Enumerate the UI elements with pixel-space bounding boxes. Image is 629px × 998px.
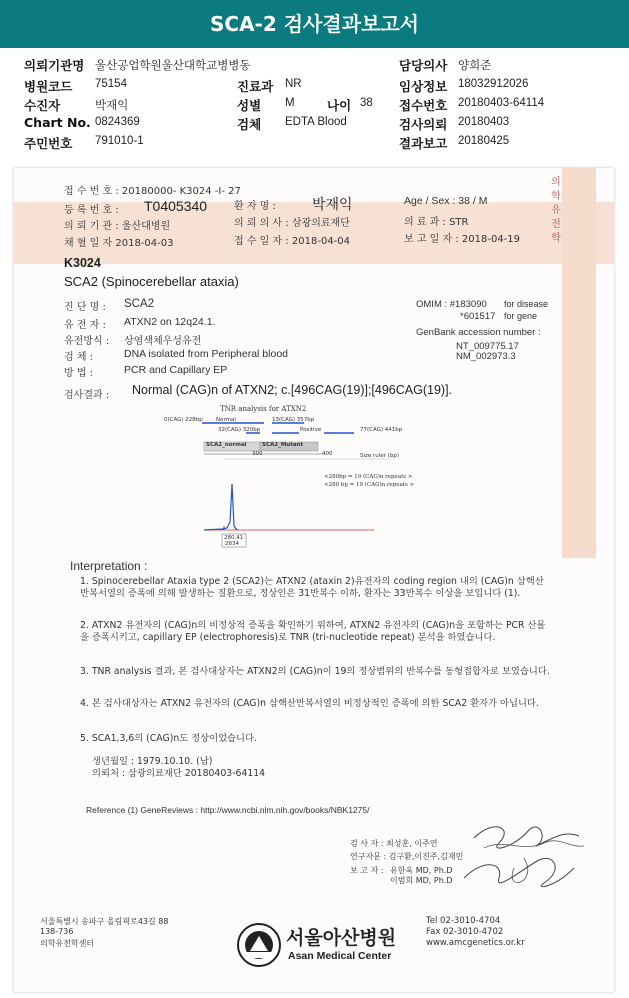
tel: Tel 02-3010-4704 [426,916,501,926]
reporter-1: 유한욱 MD, Ph.D [390,866,453,875]
dept-value: NR [285,78,302,90]
scan-collect-date: 채 혈 일 자 2018-04-03 [64,238,174,249]
omim-number: OMIM : #183090 [416,299,487,310]
hospital-code-value: 75154 [95,78,127,90]
sca2-normal-label: SCA2_normal [206,442,247,448]
scan-specimen-value: DNA isolated from Peripheral blood [124,348,289,360]
side-char: 의 [551,177,561,188]
tnr-normal-size: 0(CAG) 228bp [164,417,203,423]
rrn-value: 791010-1 [95,135,144,147]
interpretation-item-2: 2. ATXN2 유전자의 (CAG)n의 비정상적 증폭을 확인하기 위하여, ATXN2 유전자의 (CAG)n을 포함하는 PCR 산물을 증폭시키고, capillary EP (electrophoresis)로 TNR (tri-nucleotide repeat) 분석을 하였습니다. [80,620,546,643]
sca2-mutant-label: SCA2_Mutant [262,442,304,448]
request-date-value: 20180403 [458,116,510,128]
dept-label: 진료과 [237,79,274,94]
inheritance-value: 상염색체우성유전 [124,336,202,347]
diagnosis-label: 진 단 명 : [64,302,106,313]
side-label [550,176,562,246]
legend-line-1: <280bp = 19 (CAG)n repeats > [324,474,413,480]
patient-label: 수진자 [24,98,61,113]
size-ruler-label: Size ruler (bp) [360,453,399,459]
address-line-2: 138-736 [40,927,74,936]
ruler-tick-300: 300 [252,451,263,457]
scan-specimen-label: 검 체 : [64,352,94,363]
report-date-label: 결과보고 [399,136,448,151]
interpretation-item-3: 3. TNR analysis 결과, 본 검사대상자는 ATXN2의 (CAG)n이 19의 정상범위의 반복수를 동형접합자로 보였습니다. [80,666,550,677]
interpretation-item-1: 1. Spinocerebellar Ataxia type 2 (SCA2)는 ATXN2 (ataxin 2)유전자의 coding region 내의 (CAG)n 삼핵산 반복서열의 증폭에 의해 발생하는 질환으로, 정상인은 31반복수 이하, 환자는 33반복수 이상을 보입니다 (1). [80,576,544,599]
specimen-label: 검체 [237,117,262,132]
doctor-label: 담당의사 [399,58,448,73]
tnr-title: TNR analysis for ATXN2 [220,405,307,413]
sex-label: 성별 [237,98,262,113]
request-date-label: 검사의뢰 [399,117,448,132]
omim-gene-number: *601517 [460,311,496,322]
diagnosis-value: SCA2 [124,298,155,310]
website: www.amcgenetics.or.kr [426,938,525,948]
side-char: 전 [551,219,561,230]
age-label: 나이 [327,98,352,113]
legend-line-2: <280 bp = 19 (CAG)n repeats > [324,482,415,488]
trace-peak [204,484,238,530]
institution-value: 울산공업학원울산대학교병병동 [95,60,251,72]
receipt-no-value: 20180403-64114 [458,97,545,109]
scan-patient-value: 박재익 [312,196,353,212]
doctor-value: 양희준 [458,60,492,72]
scan-requester: 의 뢰 의 사 : 삼광의료재단 [234,218,350,229]
reporter-2: 이범희 MD, Ph.D [390,876,453,885]
interpretation-title: Interpretation : [70,559,148,573]
omim-disease: for disease [504,299,549,309]
reporter-label: 보 고 자 : [350,866,384,875]
report-date-value: 20180425 [458,135,510,147]
asan-foundation-logo-icon [236,922,282,968]
sex-value: M [285,97,295,109]
specimen-value: EDTA Blood [285,116,347,128]
interpretation-item-5: 5. SCA1,3,6의 (CAG)n도 정상이었습니다. [80,733,257,744]
address-line-1: 서울특별시 송파구 올림픽로43길 88 [40,917,169,926]
peak-height-label: 2834 [225,541,239,547]
scan-receive-date: 접 수 일 자 : 2018-04-04 [234,236,351,247]
tnr-normal-label: Normal [216,417,236,423]
scan-age-sex: Age / Sex : 38 / M [404,195,488,207]
ruler-tick-400: 400 [322,451,333,457]
receipt-no-label: 접수번호 [399,98,448,113]
tester: 검 사 자 : 최성훈, 이주연 [350,839,438,848]
gene-label: 유 전 자 : [64,320,106,331]
chart-no-value: 0824369 [95,116,140,128]
hospital-name-en: Asan Medical Center [288,950,392,962]
report-title: SCA-2 검사결과보고서 [0,0,629,48]
institution-label: 의뢰기관명 [24,58,85,73]
request-institution: 의뢰처 : 삼광의료재단 20180403-64114 [92,768,266,779]
inheritance-label: 유전방식 : [64,336,110,347]
side-char: 학 [551,233,561,244]
tnr-77cag-label: 77(CAG) 441bp [360,427,403,433]
side-stripe [562,168,596,558]
side-char: 학 [551,191,561,202]
scan-reg-no-label: 등 록 번 호 : [64,205,119,216]
research-advisors: 연구자문 : 김구환,이진주,김재민 [350,852,464,861]
result-value: Normal (CAG)n of ATXN2; c.[496CAG(19)];[496CAG(19)]. [132,383,453,397]
age-value: 38 [360,97,373,109]
scan-report-date: 보 고 일 자 : 2018-04-19 [404,234,521,245]
clinical-info-label: 임상정보 [399,79,448,94]
tnr-positive-label: Positive [300,427,322,433]
genbank-accession-1: NT_009775.17 [456,341,519,352]
gene-value: ATXN2 on 12q24.1. [124,316,216,328]
scan-institution: 의 뢰 기 관 : 울산대병원 [64,221,171,232]
hospital-code-label: 병원코드 [24,79,73,94]
hospital-name-kr: 서울아산병원 [286,927,397,949]
tnr-32cag-label: 32(CAG) 320bp [218,427,261,433]
tnr-analysis-figure [164,404,424,554]
address-line-3: 의학유전학센터 [40,939,95,948]
method-value: PCR and Capillary EP [124,364,228,376]
scan-reg-no-value: T0405340 [144,198,208,214]
peak-size-label: 280.41 [224,535,244,541]
chart-no-label: Chart No. [24,115,91,130]
clinical-info-value: 18032912026 [458,78,529,90]
scan-dept: 의 료 과 : STR [404,217,469,228]
result-label: 검사결과 : [64,390,110,401]
scanned-report [14,168,614,992]
method-label: 방 법 : [64,368,94,379]
side-char: 유 [551,205,561,216]
genbank-label: GenBank accession number : [416,327,541,338]
test-code: K3024 [64,256,101,270]
patient-value: 박재익 [95,100,129,112]
scan-patient-label: 환 자 명 : [234,201,276,212]
interpretation-item-4: 4. 본 검사대상자는 ATXN2 유전자의 (CAG)n 삼핵산반복서열의 비정상적인 증폭에 의한 SCA2 환자가 아닙니다. [80,698,539,709]
reference: Reference (1) GeneReviews : http://www.ncbi.nlm.nih.gov/books/NBK1275/ [86,805,370,815]
genbank-accession-2: NM_002973.3 [456,351,516,362]
test-name: SCA2 (Spinocerebellar ataxia) [64,274,239,289]
fax: Fax 02-3010-4702 [426,927,504,937]
scan-receipt-no: 접 수 번 호 : 20180000- K3024 -I- 27 [64,186,241,197]
birth-date: 생년월일 : 1979.10.10. (남) [92,756,213,767]
rrn-label: 주민번호 [24,136,73,151]
omim-gene: for gene [504,311,538,321]
handwritten-signatures [444,808,594,900]
tnr-13cag-label: 13(CAG) 357bp [272,417,315,423]
